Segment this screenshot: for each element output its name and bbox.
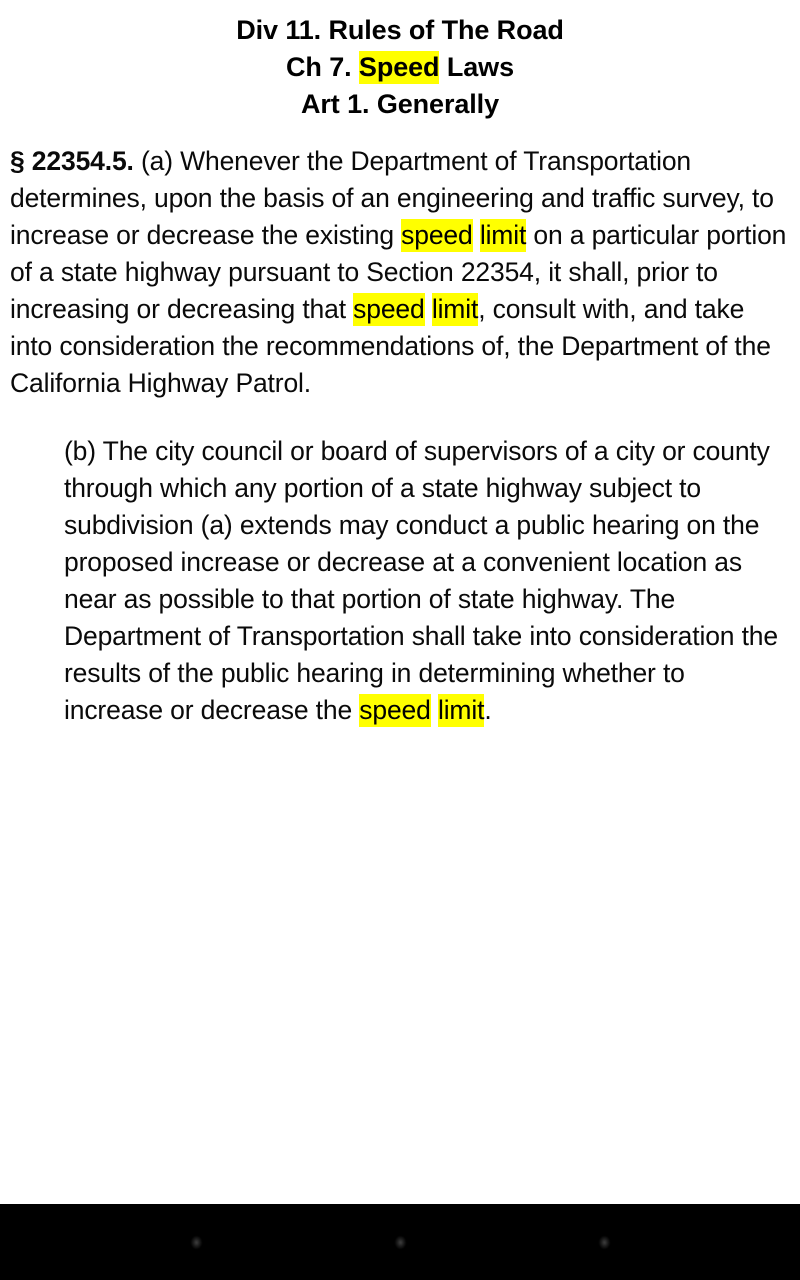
nav-dot-icon (395, 1236, 406, 1249)
paragraph-subdivision-a (10, 143, 790, 402)
heading-chapter-highlight: Speed (358, 52, 440, 82)
body-text: (b) The city council or board of supervisors of a city or county through which any portion of a state highway subject to subdivision (a) extends may conduct a public hearing on the proposed increase or decrease at a convenient location as near as possible to that portion of state highway. The Department of Transportation shall take into consideration the results of the public hearing in determining whether to increase or decrease the (64, 436, 778, 725)
highlighted-term: limit (437, 695, 485, 725)
heading-line-chapter (0, 49, 800, 86)
body-text: . (484, 695, 492, 725)
highlighted-term: speed (401, 220, 473, 250)
paragraph-subdivision-b (10, 433, 790, 729)
body-text: , consult with, and take into consideration the recommendations of, the Department of the California Highway Patrol. (10, 294, 771, 398)
document-heading (0, 0, 800, 123)
home-button[interactable] (374, 1216, 426, 1268)
heading-chapter-suffix: Laws (439, 52, 514, 82)
recents-button[interactable] (578, 1216, 630, 1268)
heading-chapter-prefix: Ch 7. (286, 52, 359, 82)
body-text (431, 695, 438, 725)
document-body (0, 143, 800, 729)
section-number: § 22354.5. (10, 146, 134, 176)
heading-line-division: Div 11. Rules of The Road (236, 15, 564, 45)
highlighted-term: speed (353, 294, 425, 324)
body-text: (a) Whenever the Department of Transportation determines, upon the basis of an engineering and traffic survey, to increase or decrease the existing (10, 146, 774, 250)
body-text: on a particular portion of a state highway pursuant to Section 22354, it shall, prior to increasing or decreasing that (10, 220, 787, 324)
nav-dot-icon (191, 1236, 202, 1249)
body-text (473, 220, 480, 250)
android-navigation-bar (0, 1204, 800, 1280)
nav-dot-icon (599, 1236, 610, 1249)
highlighted-term: limit (431, 294, 479, 324)
highlighted-term: speed (359, 695, 431, 725)
heading-line-article: Art 1. Generally (301, 89, 499, 119)
body-text (425, 294, 432, 324)
back-button[interactable] (170, 1216, 222, 1268)
highlighted-term: limit (479, 220, 527, 250)
